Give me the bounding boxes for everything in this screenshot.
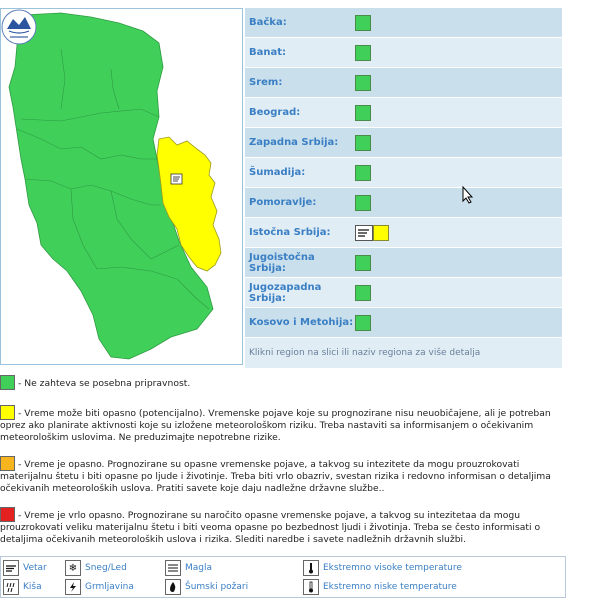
region-label[interactable]: Kosovo i Metohija:	[249, 317, 354, 328]
thermometer-cold-icon	[303, 579, 319, 595]
key-niske	[303, 578, 457, 596]
fog-icon	[165, 560, 181, 576]
legend-red	[0, 507, 566, 546]
key-visoke	[303, 559, 462, 577]
region-label[interactable]: Srem:	[249, 77, 283, 88]
rhmz-logo-icon	[1, 9, 37, 45]
region-label[interactable]: Bačka:	[249, 17, 287, 28]
status-square-green	[355, 285, 371, 301]
key-label: Šumski požari	[185, 582, 249, 592]
status-square-green	[355, 195, 371, 211]
status-square-green	[355, 75, 371, 91]
status-square-green	[355, 135, 371, 151]
region-label[interactable]: Jugoistočna Srbija:	[249, 251, 315, 274]
region-label[interactable]: Istočna Srbija:	[249, 227, 331, 238]
icon-key	[0, 556, 566, 598]
region-row-srem[interactable]	[245, 68, 562, 98]
region-row-zapadna-srbija[interactable]	[245, 128, 562, 158]
region-label[interactable]: Šumadija:	[249, 167, 306, 178]
status-square-green	[355, 255, 371, 271]
region-label[interactable]: Jugozapadna Srbija:	[249, 281, 322, 304]
key-kisa	[3, 578, 42, 596]
warning-map[interactable]	[0, 8, 243, 365]
status-square-green	[355, 315, 371, 331]
region-table	[245, 8, 562, 368]
wind-icon	[355, 225, 373, 241]
region-label[interactable]: Banat:	[249, 47, 287, 58]
key-sneg	[65, 559, 127, 577]
status-square-green	[355, 105, 371, 121]
legend-swatch-orange	[0, 456, 15, 471]
thermometer-hot-icon	[303, 560, 319, 576]
region-label[interactable]: Pomoravlje:	[249, 197, 317, 208]
region-label[interactable]: Zapadna Srbija:	[249, 137, 339, 148]
region-row-beograd[interactable]	[245, 98, 562, 128]
hint-text: Klikni region na slici ili naziv regiona za više detalja	[245, 338, 562, 368]
wind-icon	[3, 560, 19, 576]
key-label: Magla	[185, 563, 213, 573]
key-vetar	[3, 559, 47, 577]
legend-text-red: - Vreme je vrlo opasno. Prognozirane su naročito opasne vremenske pojave, a takvog su intezitetaa da mogu prouzrokovati veliku materijalnu štetu i biti veoma opasne po bezbednost ljudi i životinja. Treba se često informisati o detaljima očekivanih meteoroloških uslova i rizika. Slediti naredbe i savete nadležnih državnih službi.	[0, 510, 541, 545]
key-label: Vetar	[23, 563, 47, 573]
fire-icon	[165, 579, 181, 595]
snow-icon: ❄	[65, 560, 81, 576]
status-square-green	[355, 165, 371, 181]
legend-orange	[0, 456, 566, 495]
region-row-istocna-srbija[interactable]	[245, 218, 562, 248]
region-row-kosovo-i-metohija[interactable]	[245, 308, 562, 338]
legend-swatch-yellow	[0, 405, 15, 420]
legend-text-green: - Ne zahteva se posebna pripravnost.	[18, 378, 191, 389]
legend-swatch-red	[0, 507, 15, 522]
status-square-yellow	[373, 225, 389, 241]
region-row-jugozapadna-srbija[interactable]	[245, 278, 562, 308]
mouse-cursor-icon	[462, 186, 474, 204]
serbia-map[interactable]	[1, 9, 244, 366]
region-row-banat[interactable]	[245, 38, 562, 68]
key-label: Ekstremno visoke temperature	[323, 563, 462, 573]
key-label: Ekstremno niske temperature	[323, 582, 457, 592]
status-square-green	[355, 15, 371, 31]
legend-green	[0, 375, 566, 390]
region-row-pomoravlje[interactable]	[245, 188, 562, 218]
legend-yellow	[0, 405, 566, 444]
key-label: Kiša	[23, 582, 42, 592]
lightning-icon	[65, 579, 81, 595]
region-label[interactable]: Beograd:	[249, 107, 301, 118]
legend-text-orange: - Vreme je opasno. Prognozirane su opasne vremenske pojave, a takvog su intezitete da mogu prouzrokovati materijalnu štetu i biti opasne po ljude i životinje. Treba biti vrlo obazriv, svestan rizika i redovno informisan o detaljima očekivanih meteoroloških uslova. Pratiti savete koje daju nadležne državne službe..	[0, 459, 551, 494]
key-magla	[165, 559, 212, 577]
status-square-green	[355, 45, 371, 61]
region-row-jugoistocna-srbija[interactable]	[245, 248, 562, 278]
key-label: Grmljavina	[85, 582, 134, 592]
key-pozari	[165, 578, 248, 596]
key-grmljavina	[65, 578, 134, 596]
legend-text-yellow: - Vreme može biti opasno (potencijalno). Vremenske pojave koje su prognozirane nisu neuobičajene, ali je potreban oprez ako planirate aktivnosti koje su izložene meteorološkom riziku. Treba nastaviti sa informisanjem o očekivanim meteorološkim uslovima. Ne preduzimajte nepotrebne rizike.	[0, 408, 551, 443]
map-wind-icon	[171, 174, 182, 184]
legend-swatch-green	[0, 375, 15, 390]
key-label: Sneg/Led	[85, 563, 127, 573]
region-row-sumadija[interactable]	[245, 158, 562, 188]
rain-icon	[3, 579, 19, 595]
region-row-backa[interactable]	[245, 8, 562, 38]
